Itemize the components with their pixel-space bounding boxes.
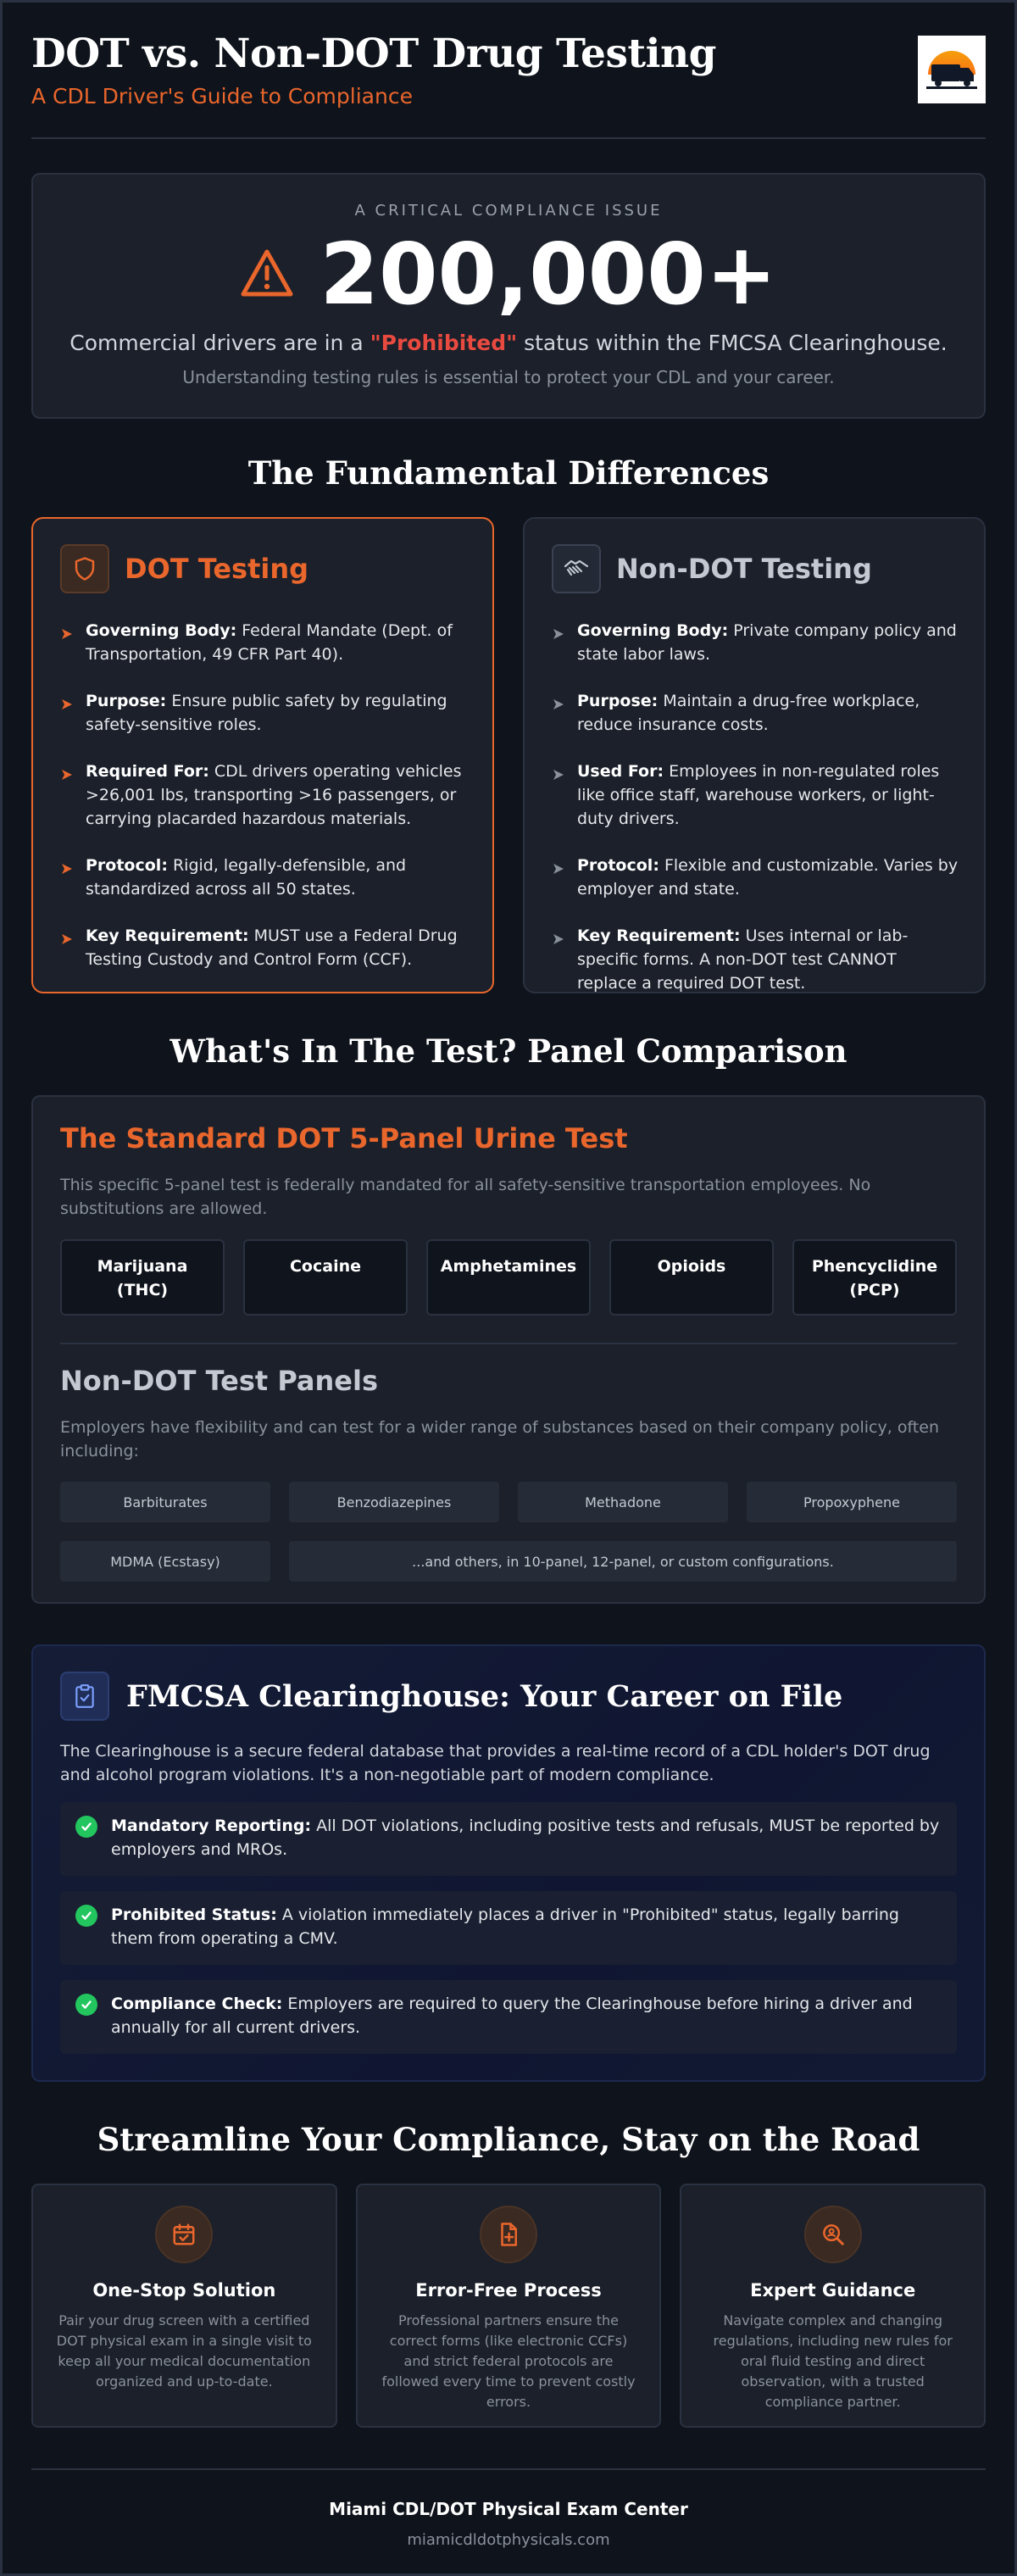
arrow-bullet-icon xyxy=(60,859,74,901)
panel-comparison-card xyxy=(31,1095,986,1604)
check-circle-icon xyxy=(75,1905,97,1927)
dot-item xyxy=(60,759,467,831)
clearinghouse-item-label: Mandatory Reporting: xyxy=(111,1817,312,1836)
nondot-item-text xyxy=(577,854,959,901)
nondot-more-chip: ...and others, in 10-panel, 12-panel, or custom configurations. xyxy=(289,1541,957,1582)
nondot-item-label: Governing Body: xyxy=(577,621,729,641)
feature-description: Professional partners ensure the correct forms (like electronic CCFs) and strict federal protocols are followed every time to prevent costly errors. xyxy=(381,2312,636,2411)
nondot-testing-card xyxy=(523,517,986,993)
nondot-item xyxy=(552,689,959,737)
clearinghouse-item xyxy=(60,1891,957,1965)
page-title: DOT vs. Non-DOT Drug Testing xyxy=(31,31,717,77)
clipboard-check-icon xyxy=(60,1672,109,1721)
clearinghouse-description: The Clearinghouse is a secure federal database that provides a real-time record of a CDL holder's DOT drug and alcohol program violations. It's a non-negotiable part of modern compliance. xyxy=(60,1742,931,1785)
nondot-drug-chip: Methadone xyxy=(518,1482,728,1522)
critical-stat-card xyxy=(31,173,986,419)
nondot-item-label: Used For: xyxy=(577,762,664,782)
stat-number: 200,000+ xyxy=(320,225,777,325)
dot-item-label: Governing Body: xyxy=(86,621,237,641)
check-circle-icon xyxy=(75,1994,97,2016)
dot-item-body: MUST use a Federal Drug Testing Custody and Control Form (CCF). xyxy=(86,926,458,970)
arrow-bullet-icon xyxy=(60,765,74,831)
clearinghouse-card xyxy=(31,1644,986,2082)
clearinghouse-item-text xyxy=(111,1903,942,1953)
nondot-item-label: Purpose: xyxy=(577,692,659,711)
nondot-drug-chip: Barbiturates xyxy=(60,1482,270,1522)
arrow-bullet-icon xyxy=(552,929,565,995)
nondot-item-body: Employees in non-regulated roles like office staff, warehouse workers, or light-duty drivers. xyxy=(577,762,940,829)
clearinghouse-item-label: Compliance Check: xyxy=(111,1995,283,2014)
clearinghouse-item-body: A violation immediately places a driver in "Prohibited" status, legally barring them from operating a CMV. xyxy=(111,1906,899,1949)
feature-card xyxy=(356,2184,662,2428)
truck-sunset-logo xyxy=(918,36,986,103)
arrow-bullet-icon xyxy=(552,694,565,737)
nondot-item xyxy=(552,619,959,666)
header xyxy=(31,3,986,139)
nondot-item xyxy=(552,924,959,995)
dot-drug-box: Phencyclidine (PCP) xyxy=(792,1239,957,1316)
dot-item-text xyxy=(86,619,467,666)
clearinghouse-heading: FMCSA Clearinghouse: Your Career on File xyxy=(126,1678,843,1714)
nondot-drug-chip: MDMA (Ecstasy) xyxy=(60,1541,270,1582)
search-expert-icon xyxy=(804,2206,862,2263)
dot-item xyxy=(60,924,467,971)
file-plus-icon xyxy=(480,2206,537,2263)
arrow-bullet-icon xyxy=(60,624,74,666)
dot-panel-heading: The Standard DOT 5-Panel Urine Test xyxy=(60,1122,628,1155)
dot-drug-box: Marijuana (THC) xyxy=(60,1239,225,1316)
clearinghouse-item-text xyxy=(111,1992,942,2042)
shield-icon xyxy=(60,544,109,593)
dot-item xyxy=(60,854,467,901)
clearinghouse-item-body: Employers are required to query the Clearinghouse before hiring a driver and annually for all current drivers. xyxy=(111,1995,913,2038)
feature-card xyxy=(680,2184,986,2428)
feature-description: Navigate complex and changing regulations, including new rules for oral fluid testing and direct observation, with a trusted compliance partner. xyxy=(713,2312,953,2411)
feature-description: Pair your drug screen with a certified DOT physical exam in a single visit to keep all your medical documentation organized and up-to-date. xyxy=(56,2312,312,2390)
nondot-item xyxy=(552,759,959,831)
check-circle-icon xyxy=(75,1816,97,1838)
panel-divider xyxy=(60,1343,957,1344)
clearinghouse-item-label: Prohibited Status: xyxy=(111,1906,277,1925)
nondot-item-label: Key Requirement: xyxy=(577,926,741,946)
comparison-grid xyxy=(31,517,986,993)
arrow-bullet-icon xyxy=(60,694,74,737)
nondot-item-text xyxy=(577,619,959,666)
dot-item-text xyxy=(86,924,467,971)
clearinghouse-item xyxy=(60,1802,957,1876)
nondot-testing-heading: Non-DOT Testing xyxy=(616,553,872,586)
clearinghouse-item xyxy=(60,1980,957,2054)
dot-testing-card xyxy=(31,517,494,993)
dot-drug-box: Cocaine xyxy=(243,1239,408,1316)
feature-title: Expert Guidance xyxy=(750,2280,916,2301)
nondot-item-text xyxy=(577,924,959,995)
dot-item xyxy=(60,689,467,737)
dot-item-body: Rigid, legally-defensible, and standardized across all 50 states. xyxy=(86,856,407,899)
handshake-icon xyxy=(552,544,601,593)
dot-panel-description: This specific 5-panel test is federally mandated for all safety-sensitive transportation employees. No substitutions are allowed. xyxy=(60,1176,871,1219)
panels-title: What's In The Test? Panel Comparison xyxy=(170,1032,848,1071)
dot-item-body: Federal Mandate (Dept. of Transportation, 49 CFR Part 40). xyxy=(86,621,453,665)
nondot-drug-chip: Benzodiazepines xyxy=(289,1482,499,1522)
arrow-bullet-icon xyxy=(60,929,74,971)
nondot-panel-heading: Non-DOT Test Panels xyxy=(60,1365,379,1398)
dot-item-text xyxy=(86,759,467,831)
nondot-item-body: Uses internal or lab-specific forms. A non-DOT test CANNOT replace a required DOT test. xyxy=(577,926,909,993)
stat-kicker: A CRITICAL COMPLIANCE ISSUE xyxy=(354,202,663,220)
clearinghouse-item-text xyxy=(111,1814,942,1864)
dot-item xyxy=(60,619,467,666)
page-subtitle: A CDL Driver's Guide to Compliance xyxy=(31,84,413,109)
dot-item-label: Required For: xyxy=(86,762,209,782)
arrow-bullet-icon xyxy=(552,624,565,666)
warning-triangle-icon xyxy=(240,248,294,301)
dot-item-label: Protocol: xyxy=(86,856,168,876)
dot-item-text xyxy=(86,689,467,737)
dot-item-body: CDL drivers operating vehicles >26,001 lbs, transporting >16 passengers, or carrying placarded hazardous materials. xyxy=(86,762,462,829)
dot-item-body: Ensure public safety by regulating safety-sensitive roles. xyxy=(86,692,447,735)
footer-website-link[interactable]: miamicdldotphysicals.com xyxy=(407,2531,610,2550)
footer xyxy=(31,2468,986,2549)
nondot-drug-list xyxy=(60,1482,957,1582)
footer-business-name: Miami CDL/DOT Physical Exam Center xyxy=(329,2499,688,2520)
dot-drug-box: Opioids xyxy=(609,1239,774,1316)
clearinghouse-item-body: All DOT violations, including positive tests and refusals, MUST be reported by employers and MROs. xyxy=(111,1817,940,1860)
prohibited-highlight: "Prohibited" xyxy=(370,331,518,356)
feature-card xyxy=(31,2184,337,2428)
dot-item-label: Purpose: xyxy=(86,692,167,711)
nondot-item-body: Private company policy and state labor laws. xyxy=(577,621,957,665)
calendar-check-icon xyxy=(155,2206,213,2263)
dot-drug-box: Amphetamines xyxy=(426,1239,591,1316)
nondot-panel-description: Employers have flexibility and can test for a wider range of substances based on their company policy, often including: xyxy=(60,1418,939,1461)
arrow-bullet-icon xyxy=(552,859,565,901)
feature-list xyxy=(31,2184,986,2428)
nondot-item-body: Maintain a drug-free workplace, reduce insurance costs. xyxy=(577,692,920,735)
dot-drug-list xyxy=(60,1239,957,1316)
nondot-item xyxy=(552,854,959,901)
stat-note: Understanding testing rules is essential to protect your CDL and your career. xyxy=(182,367,835,388)
nondot-item-text xyxy=(577,689,959,737)
feature-title: One-Stop Solution xyxy=(92,2280,276,2301)
dot-testing-heading: DOT Testing xyxy=(125,553,309,586)
nondot-item-body: Flexible and customizable. Varies by employer and state. xyxy=(577,856,959,899)
arrow-bullet-icon xyxy=(552,765,565,831)
nondot-item-text xyxy=(577,759,959,831)
dot-item-text xyxy=(86,854,467,901)
streamline-title: Streamline Your Compliance, Stay on the Road xyxy=(97,2121,920,2159)
feature-title: Error-Free Process xyxy=(415,2280,602,2301)
differences-title: The Fundamental Differences xyxy=(247,454,770,492)
stat-figure xyxy=(33,225,984,325)
stat-description: Commercial drivers are in a "Prohibited" status within the FMCSA Clearinghouse. xyxy=(69,331,948,356)
nondot-item-label: Protocol: xyxy=(577,856,659,876)
nondot-drug-chip: Propoxyphene xyxy=(747,1482,957,1522)
dot-item-label: Key Requirement: xyxy=(86,926,249,946)
